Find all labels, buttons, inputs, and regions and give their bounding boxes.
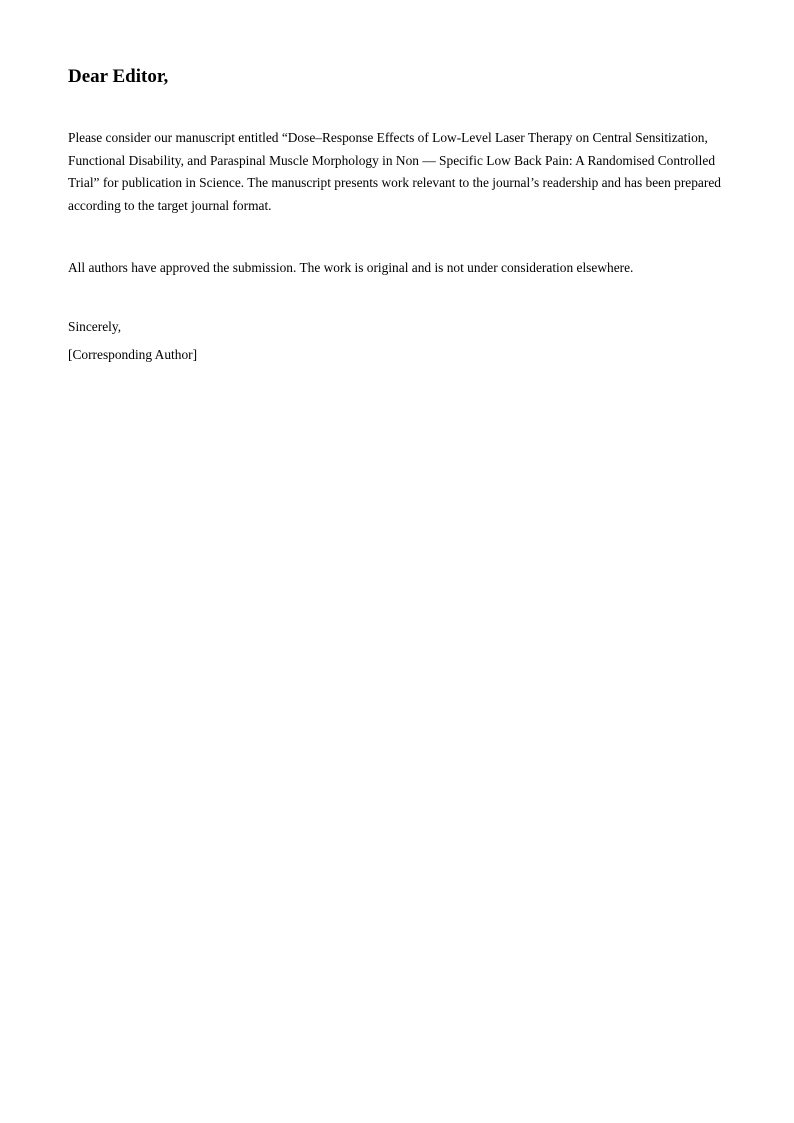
closing-line: Sincerely, (68, 319, 122, 334)
approval-paragraph: All authors have approved the submission. The work is original and is not under consideration elsewhere. (68, 260, 634, 275)
manuscript-paragraph: Please consider our manuscript entitled “Dose–Response Effects of Low-Level Laser Therapy on Central Sensitization, Functional Disability, and Paraspinal Muscle Morphology in Non — Specific Low Back Pain: A Randomised Controlled Trial” for publication in Science. The manuscript presents work relevant to the journal’s readership and has been prepared according to the target journal format. (68, 130, 721, 213)
signer-line: [Corresponding Author] (68, 347, 198, 362)
salutation-heading: Dear Editor, (68, 66, 169, 87)
